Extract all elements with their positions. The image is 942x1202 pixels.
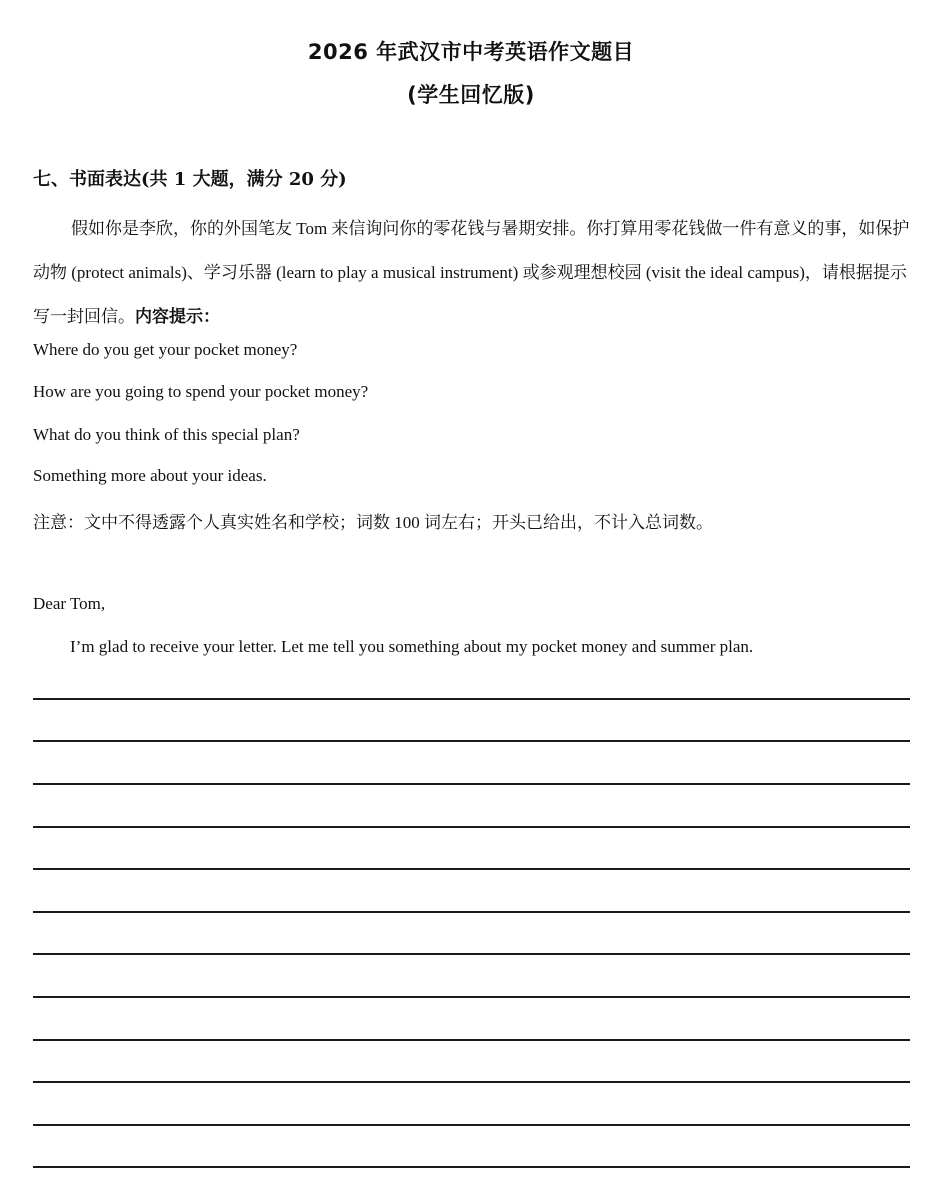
writing-line[interactable]	[33, 996, 910, 998]
writing-line[interactable]	[33, 826, 910, 828]
hint-question-3: What do you think of this special plan?	[33, 425, 300, 444]
prompt-paragraph	[33, 207, 913, 339]
writing-line[interactable]	[33, 1081, 910, 1083]
content-hint-label: 内容提示：	[135, 307, 220, 326]
letter-opening-sentence: I’m glad to receive your letter. Let me tell you something about my pocket money and summer plan.	[70, 637, 754, 656]
hint-question-1: Where do you get your pocket money?	[33, 340, 298, 359]
writing-line[interactable]	[33, 911, 910, 913]
writing-line[interactable]	[33, 783, 910, 785]
page-title: 2026 年武汉市中考英语作文题目	[307, 40, 635, 64]
hint-question-2: How are you going to spend your pocket money?	[33, 382, 369, 401]
hint-question-4: Something more about your ideas.	[33, 466, 267, 485]
prompt-intro-text: 假如你是李欣，你的外国笔友 Tom 来信询问你的零花钱与暑期安排。你打算用零花钱做一件有意义的事，如保护动物 (protect animals)、学习乐器 (learn to play a musical instrument) 或参观理想校园 (visit the ideal campus)，请根据提示写一封回信。	[33, 219, 910, 326]
writing-line[interactable]	[33, 1166, 910, 1168]
writing-line[interactable]	[33, 953, 910, 955]
instructions-note: 注意：文中不得透露个人真实姓名和学校；词数 100 词左右；开头已给出，不计入总词数。	[33, 513, 713, 532]
writing-line[interactable]	[33, 1039, 910, 1041]
writing-line[interactable]	[33, 868, 910, 870]
page-subtitle: (学生回忆版)	[407, 83, 535, 107]
section-heading: 七、书面表达(共 1 大题，满分 20 分)	[33, 169, 347, 190]
writing-line[interactable]	[33, 740, 910, 742]
writing-line[interactable]	[33, 1124, 910, 1126]
writing-line[interactable]	[33, 698, 910, 700]
letter-salutation: Dear Tom,	[33, 594, 106, 613]
